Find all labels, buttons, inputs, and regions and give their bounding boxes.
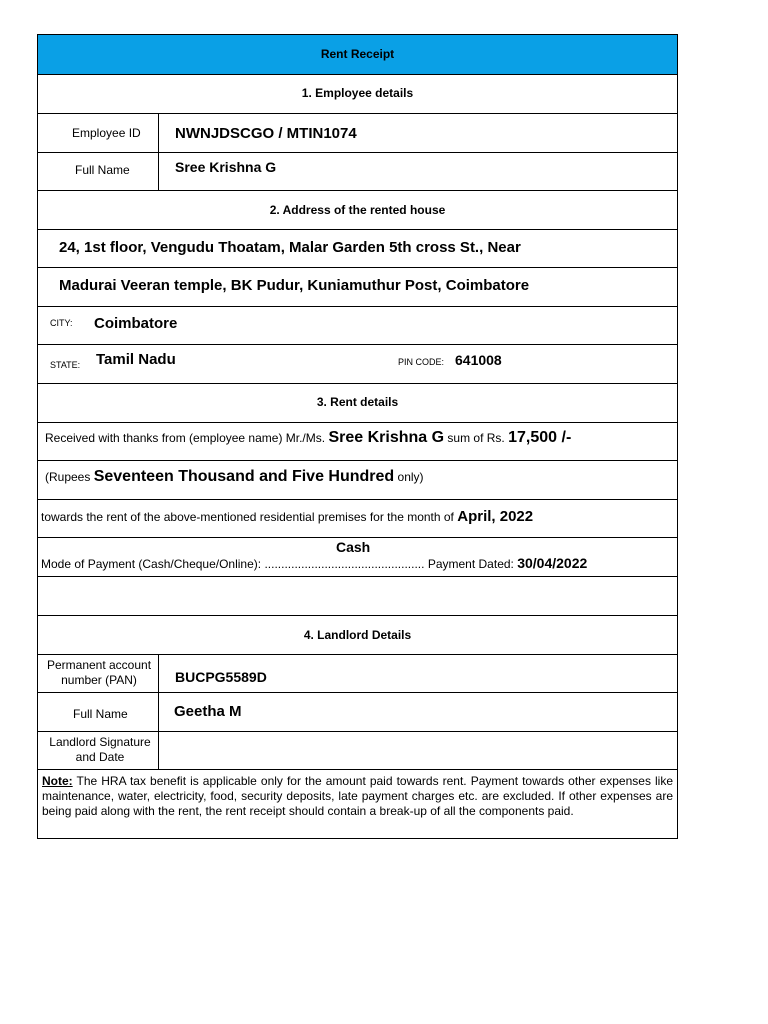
payment-line: Mode of Payment (Cash/Cheque/Online): ................................................ Payment Dated: 30/04/2022 [41,555,588,571]
landlord-name-label: Full Name [73,707,128,721]
landlord-name-row [38,693,677,732]
address-line2: Madurai Veeran temple, BK Pudur, Kuniamuthur Post, Coimbatore [59,277,530,294]
pan-label: Permanent account number (PAN) [46,658,152,687]
rent-receipt-form [37,34,678,839]
towards-row [38,500,677,538]
employee-id-label: Employee ID [72,126,141,140]
rupees-row [38,461,677,500]
pan-value: BUCPG5589D [175,669,267,685]
towards-line: towards the rent of the above-mentioned residential premises for the month of April, 2022 [41,508,534,525]
employee-name-value: Sree Krishna G [175,159,277,175]
receipt-title: Rent Receipt [320,47,395,61]
note-block [38,770,677,838]
address-line2-row [38,268,677,307]
address-line1: 24, 1st floor, Vengudu Thoatam, Malar Garden 5th cross St., Near [59,239,521,256]
state-row [38,345,677,384]
section-employee-header [38,75,677,114]
blank-row [38,577,677,616]
section-title: 2. Address of the rented house [269,203,446,217]
payment-mode-value: Cash [336,539,371,555]
landlord-pan-row [38,655,677,693]
employee-id-value: NWNJDSCGO / MTIN1074 [175,125,357,142]
section-address-header [38,191,677,230]
rupees-line: (Rupees Seventeen Thousand and Five Hundred only) [45,468,424,485]
signature-label: Landlord Signature and Date [49,735,151,764]
state-value: Tamil Nadu [96,351,176,368]
employee-name-row [38,153,677,191]
title-row [38,35,677,75]
employee-name-label: Full Name [75,163,130,177]
section-title: 4. Landlord Details [303,628,412,642]
note-text: Note: The HRA tax benefit is applicable only for the amount paid towards rent. Payment towards other expenses like maintenance, water, electricity, food, security deposits, late payment charges etc. are excluded. If other expenses are being paid along with the rent, the rent receipt should contain a break-up of all the components paid. [42,774,673,818]
received-line: Received with thanks from (employee name) Mr./Ms. Sree Krishna G sum of Rs. 17,500 /- [45,429,572,446]
employee-id-row [38,114,677,153]
state-label: STATE: [50,360,81,370]
section-landlord-header [38,616,677,655]
pin-label: PIN CODE: [398,357,445,367]
section-title: 3. Rent details [316,395,399,409]
payment-mode-row [38,538,677,577]
city-row [38,307,677,345]
section-rent-header [38,384,677,423]
received-row [38,423,677,461]
landlord-signature-row [38,732,677,770]
city-label: CITY: [50,318,73,328]
address-line1-row [38,230,677,268]
section-title: 1. Employee details [301,86,414,100]
city-value: Coimbatore [94,315,178,332]
pin-value: 641008 [455,352,502,368]
landlord-name-value: Geetha M [174,703,242,720]
